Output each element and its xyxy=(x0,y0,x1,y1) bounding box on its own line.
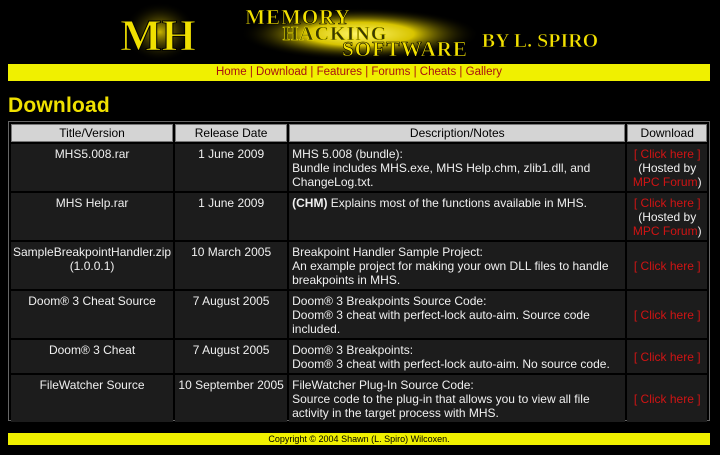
row-download xyxy=(627,375,707,422)
row-title: Doom® 3 Cheat Source xyxy=(11,291,173,338)
table-row xyxy=(11,291,707,338)
nav-download-link[interactable]: Download xyxy=(256,66,308,78)
row-download xyxy=(627,144,707,191)
nav-home-link[interactable]: Home xyxy=(215,66,247,78)
hosted-by-text: (Hosted by xyxy=(638,161,697,175)
row-title: SampleBreakpointHandler.zip (1.0.0.1) xyxy=(11,242,173,289)
hosted-by-close: ) xyxy=(697,175,702,189)
nav-gallery-link[interactable]: Gallery xyxy=(465,66,503,78)
row-date: 1 June 2009 xyxy=(175,193,287,240)
download-link[interactable]: [ Click here ] xyxy=(633,147,701,161)
table-row xyxy=(11,340,707,373)
column-header-title: Title/Version xyxy=(11,124,173,142)
nav-separator: | xyxy=(413,66,417,78)
row-title: FileWatcher Source xyxy=(11,375,173,422)
banner-graphic xyxy=(0,0,720,62)
copyright-text: Copyright © 2004 Shawn (L. Spiro) Wilcoxen. xyxy=(268,434,450,444)
download-link[interactable]: [ Click here ] xyxy=(633,259,701,273)
description-heading: MHS 5.008 (bundle): xyxy=(292,147,403,161)
hosted-by-close: ) xyxy=(697,224,702,238)
row-download xyxy=(627,242,707,289)
nav-bar xyxy=(8,64,710,81)
nav-separator: | xyxy=(365,66,369,78)
hosted-by-text: (Hosted by xyxy=(638,210,697,224)
nav-forums-link[interactable]: Forums xyxy=(371,66,411,78)
row-download xyxy=(627,193,707,240)
table-row xyxy=(11,193,707,240)
download-link[interactable]: [ Click here ] xyxy=(633,196,701,210)
row-description xyxy=(289,291,625,338)
nav-cheats-link[interactable]: Cheats xyxy=(419,66,457,78)
table-row xyxy=(11,144,707,191)
downloads-table xyxy=(9,122,709,424)
description-text: Explains most of the functions available in MHS. xyxy=(330,196,587,210)
description-text: An example project for making your own DLL files to handle breakpoints in MHS. xyxy=(292,259,609,287)
column-header-description: Description/Notes xyxy=(289,124,625,142)
nav-separator: | xyxy=(249,66,253,78)
row-date: 7 August 2005 xyxy=(175,340,287,373)
description-heading: Doom® 3 Breakpoints Source Code: xyxy=(292,294,487,308)
row-description xyxy=(289,340,625,373)
site-banner xyxy=(0,0,720,62)
description-heading: Doom® 3 Breakpoints: xyxy=(292,343,414,357)
download-link[interactable]: [ Click here ] xyxy=(633,350,701,364)
description-text: Doom® 3 cheat with perfect-lock auto-aim. No source code. xyxy=(292,357,610,371)
row-description xyxy=(289,193,625,240)
row-description xyxy=(289,242,625,289)
banner-byline: BY L. SPIRO xyxy=(481,30,599,52)
row-download xyxy=(627,291,707,338)
table-header-row xyxy=(11,124,707,142)
row-title: MHS5.008.rar xyxy=(11,144,173,191)
row-download xyxy=(627,340,707,373)
page-title: Download xyxy=(8,94,110,117)
banner-title-line1: MEMORY xyxy=(245,5,351,29)
download-link[interactable]: [ Click here ] xyxy=(633,308,701,322)
mpc-forum-link[interactable]: MPC Forum xyxy=(632,224,698,238)
row-date: 1 June 2009 xyxy=(175,144,287,191)
row-description xyxy=(289,375,625,422)
mpc-forum-link[interactable]: MPC Forum xyxy=(632,175,698,189)
description-text: Source code to the plug-in that allows you to view all file activity in the target process with MHS. xyxy=(292,392,590,420)
downloads-table-frame xyxy=(8,121,710,421)
nav-separator: | xyxy=(310,66,314,78)
row-title: Doom® 3 Cheat xyxy=(11,340,173,373)
column-header-date: Release Date xyxy=(175,124,287,142)
row-title: MHS Help.rar xyxy=(11,193,173,240)
description-text: Bundle includes MHS.exe, MHS Help.chm, zlib1.dll, and ChangeLog.txt. xyxy=(292,161,591,189)
description-heading: Breakpoint Handler Sample Project: xyxy=(292,245,483,259)
description-text: Doom® 3 cheat with perfect-lock auto-aim. Source code included. xyxy=(292,308,590,336)
nav-features-link[interactable]: Features xyxy=(316,66,362,78)
download-link[interactable]: [ Click here ] xyxy=(633,392,701,406)
footer-bar xyxy=(8,433,710,445)
table-row xyxy=(11,375,707,422)
table-row xyxy=(11,242,707,289)
banner-title-line2: HACKING xyxy=(282,23,388,45)
column-header-download: Download xyxy=(627,124,707,142)
logo-mark: MH xyxy=(120,11,196,60)
banner-title-line3: SOFTWARE xyxy=(342,37,468,61)
row-date: 10 March 2005 xyxy=(175,242,287,289)
description-heading: FileWatcher Plug-In Source Code: xyxy=(292,378,474,392)
nav-separator: | xyxy=(459,66,463,78)
row-description xyxy=(289,144,625,191)
row-date: 7 August 2005 xyxy=(175,291,287,338)
row-date: 10 September 2005 xyxy=(175,375,287,422)
description-bold-tag: (CHM) xyxy=(292,196,328,210)
